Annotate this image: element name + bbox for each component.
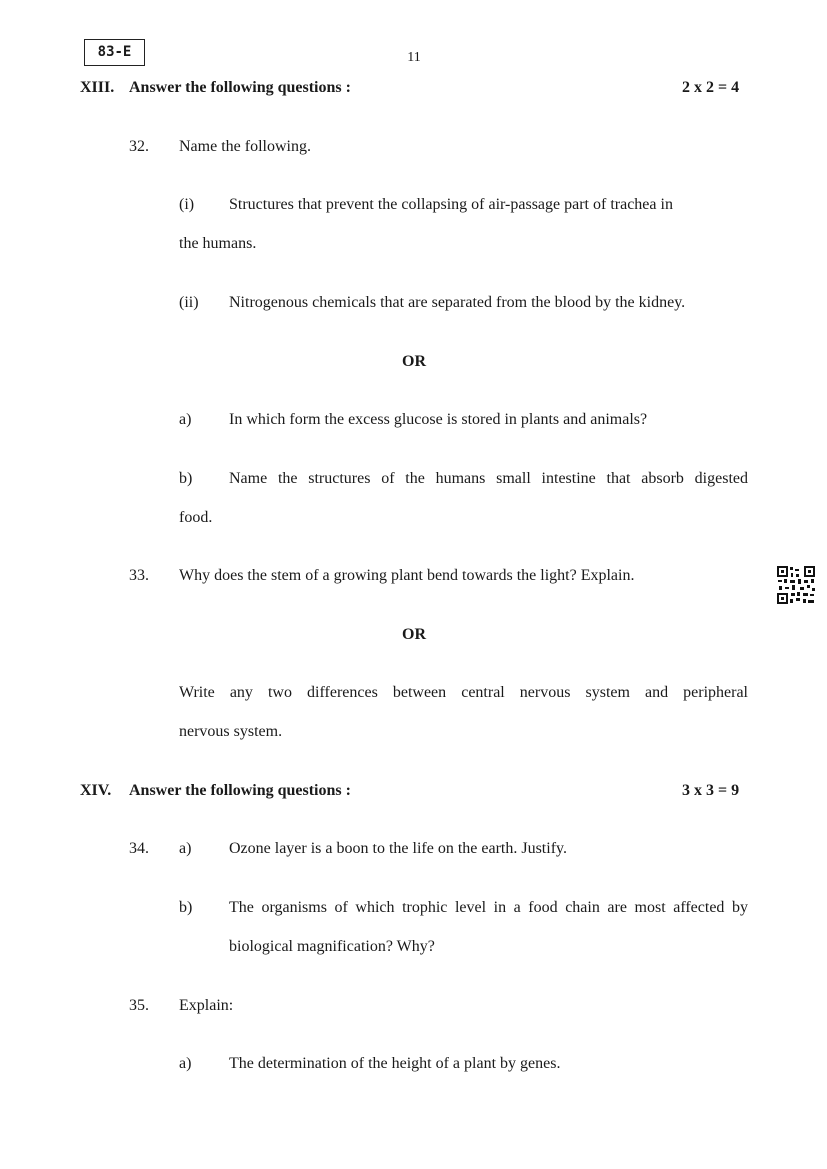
question-number: 33.	[129, 567, 149, 584]
question-alt-text: Write any two differences between central nervous system and peripheral	[179, 684, 748, 701]
part-text-continued: biological magnification? Why?	[229, 938, 435, 955]
question-text: Explain:	[179, 997, 234, 1014]
section-numeral: XIII.	[80, 79, 115, 96]
part-text: In which form the excess glucose is stored in plants and animals?	[229, 411, 648, 428]
section-numeral: XIV.	[80, 782, 112, 799]
or-divider: OR	[402, 353, 426, 370]
question-text: Why does the stem of a growing plant bend towards the light? Explain.	[179, 567, 635, 584]
section-heading: Answer the following questions :	[129, 782, 351, 799]
section-marks: 2 x 2 = 4	[682, 79, 740, 96]
question-alt-text-continued: nervous system.	[179, 723, 283, 740]
part-label: a)	[179, 411, 192, 428]
question-number: 35.	[129, 997, 149, 1014]
part-label: a)	[179, 840, 192, 857]
part-text-continued: the humans.	[179, 235, 257, 252]
section-marks: 3 x 3 = 9	[682, 782, 740, 799]
paper-code: 83-E	[84, 39, 145, 66]
part-text-continued: food.	[179, 509, 213, 526]
question-text: Name the following.	[179, 138, 311, 155]
part-text: Nitrogenous chemicals that are separated from the blood by the kidney.	[229, 294, 686, 311]
part-label: (ii)	[179, 294, 199, 311]
page-number: 11	[407, 50, 421, 65]
part-label: a)	[179, 1055, 192, 1072]
part-text: Ozone layer is a boon to the life on the earth. Justify.	[229, 840, 567, 857]
question-number: 34.	[129, 840, 149, 857]
part-text: Name the structures of the humans small intestine that absorb digested	[229, 470, 748, 487]
part-label: (i)	[179, 196, 195, 213]
qr-code-icon	[776, 565, 816, 605]
part-text: Structures that prevent the collapsing of air-passage part of trachea in	[229, 196, 673, 213]
or-divider: OR	[402, 626, 426, 643]
part-label: b)	[179, 470, 193, 487]
part-text: The organisms of which trophic level in a food chain are most affected by	[229, 899, 748, 916]
part-text: The determination of the height of a plant by genes.	[229, 1055, 561, 1072]
part-label: b)	[179, 899, 193, 916]
question-number: 32.	[129, 138, 149, 155]
section-heading: Answer the following questions :	[129, 79, 351, 96]
